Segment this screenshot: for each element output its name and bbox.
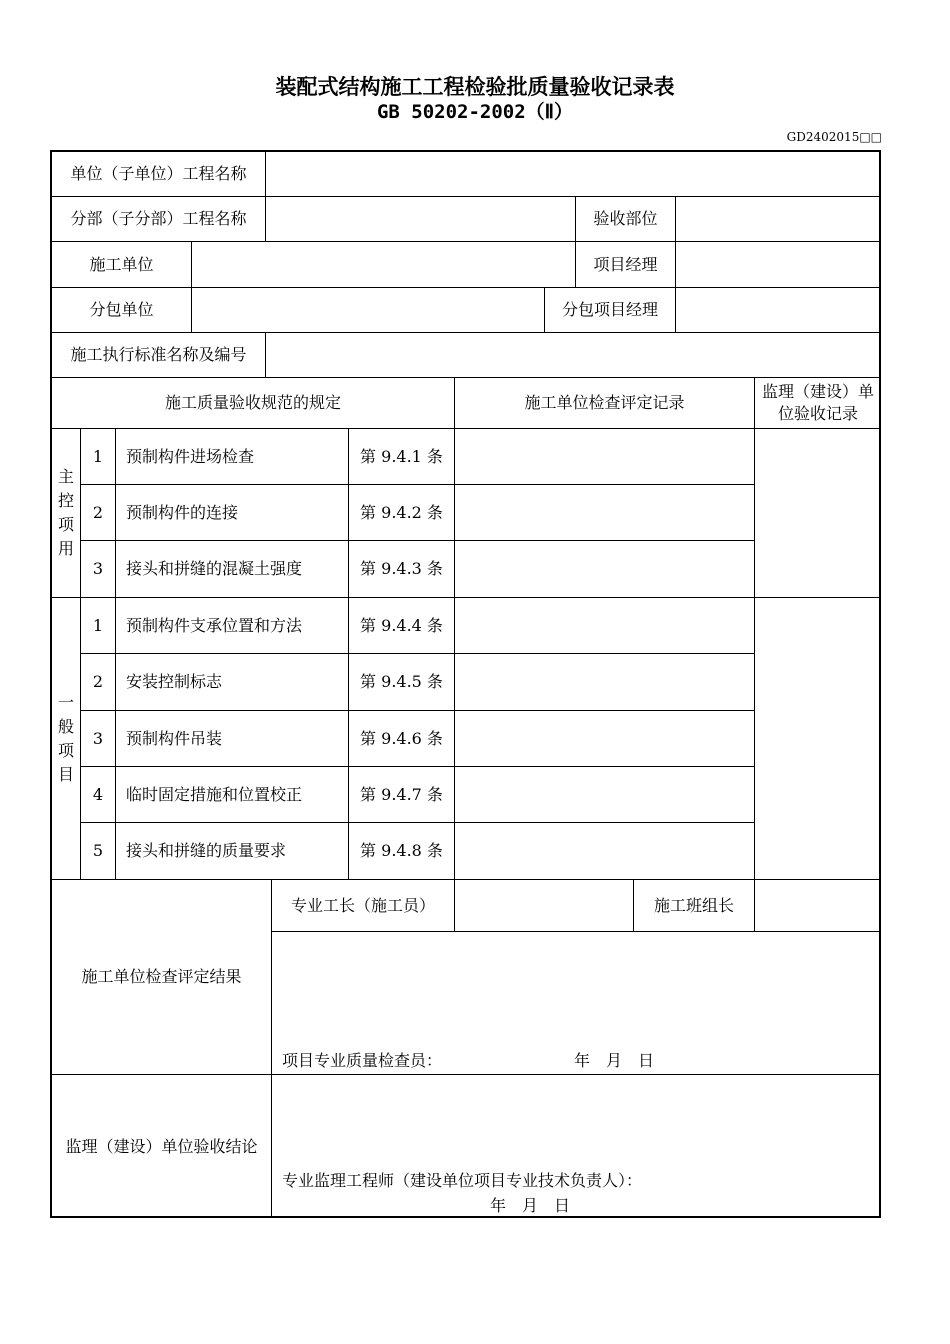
general-item-no: 4 — [81, 767, 116, 823]
general-item-clause: 第 9.4.7 条 — [349, 767, 455, 823]
main-group-supervision-field[interactable] — [755, 429, 881, 598]
general-item-record-field[interactable] — [455, 823, 755, 880]
subcontractor-field[interactable] — [192, 288, 545, 333]
general-item-clause: 第 9.4.4 条 — [349, 598, 455, 654]
general-item-name: 安装控制标志 — [116, 654, 349, 711]
sub-project-manager-field[interactable] — [676, 288, 881, 333]
general-group-supervision-field[interactable] — [755, 598, 881, 880]
unit-project-label: 单位（子单位）工程名称 — [52, 152, 266, 197]
standard-label: 施工执行标准名称及编号 — [52, 333, 266, 378]
main-item-clause: 第 9.4.2 条 — [349, 485, 455, 541]
project-manager-field[interactable] — [676, 242, 881, 288]
standard-field[interactable] — [266, 333, 881, 378]
general-item-record-field[interactable] — [455, 598, 755, 654]
main-item-no: 2 — [81, 485, 116, 541]
conclusion-label: 监理（建设）单位验收结论 — [52, 1075, 272, 1218]
general-item-no: 1 — [81, 598, 116, 654]
check-result-label: 施工单位检查评定结果 — [52, 880, 272, 1075]
main-item-no: 1 — [81, 429, 116, 485]
subcontractor-label: 分包单位 — [52, 288, 192, 333]
check-record-column-header: 施工单位检查评定记录 — [455, 378, 755, 429]
construction-unit-label: 施工单位 — [52, 242, 192, 288]
supervision-record-column-header: 监理（建设）单位验收记录 — [755, 378, 881, 429]
main-item-record-field[interactable] — [455, 541, 755, 598]
general-item-clause: 第 9.4.5 条 — [349, 654, 455, 711]
form-standard: GB 50202-2002（Ⅱ） — [376, 101, 574, 123]
general-item-clause: 第 9.4.6 条 — [349, 711, 455, 767]
general-group-label: 一 般 项 目 — [52, 598, 81, 880]
conclusion-field[interactable] — [272, 1075, 881, 1218]
foreman-label: 专业工长（施工员） — [272, 880, 455, 932]
general-item-name: 预制构件吊装 — [116, 711, 349, 767]
form-title: 装配式结构施工工程检验批质量验收记录表 — [275, 75, 675, 99]
acceptance-part-label: 验收部位 — [576, 197, 676, 242]
general-item-record-field[interactable] — [455, 711, 755, 767]
main-item-name: 接头和拼缝的混凝土强度 — [116, 541, 349, 598]
construction-unit-field[interactable] — [192, 242, 576, 288]
main-item-record-field[interactable] — [455, 485, 755, 541]
sub-project-manager-label: 分包项目经理 — [545, 288, 676, 333]
main-item-no: 3 — [81, 541, 116, 598]
project-manager-label: 项目经理 — [576, 242, 676, 288]
inspection-form — [50, 150, 881, 1218]
general-item-no: 3 — [81, 711, 116, 767]
general-item-no: 2 — [81, 654, 116, 711]
main-item-clause: 第 9.4.3 条 — [349, 541, 455, 598]
foreman-field[interactable] — [455, 880, 634, 932]
general-item-record-field[interactable] — [455, 767, 755, 823]
general-item-name: 临时固定措施和位置校正 — [116, 767, 349, 823]
general-item-name: 预制构件支承位置和方法 — [116, 598, 349, 654]
main-control-group-label: 主 控 项 用 — [52, 429, 81, 598]
team-leader-label: 施工班组长 — [634, 880, 755, 932]
team-leader-field[interactable] — [755, 880, 881, 932]
subdivision-label: 分部（子分部）工程名称 — [52, 197, 266, 242]
subdivision-field[interactable] — [266, 197, 576, 242]
main-item-record-field[interactable] — [455, 429, 755, 485]
acceptance-part-field[interactable] — [676, 197, 881, 242]
form-code: GD2402015□□ — [786, 130, 882, 144]
spec-column-header: 施工质量验收规范的规定 — [52, 378, 455, 429]
main-item-clause: 第 9.4.1 条 — [349, 429, 455, 485]
general-item-record-field[interactable] — [455, 654, 755, 711]
inspector-label: 项目专业质量检查员： — [282, 1051, 443, 1070]
main-item-name: 预制构件进场检查 — [116, 429, 349, 485]
inspector-date-label: 年 月 日 — [574, 1051, 655, 1070]
general-item-no: 5 — [81, 823, 116, 880]
general-item-clause: 第 9.4.8 条 — [349, 823, 455, 880]
supervising-engineer-label: 专业监理工程师（建设单位项目专业技术负责人）： — [282, 1171, 643, 1190]
conclusion-date-label: 年 月 日 — [490, 1196, 571, 1215]
general-item-name: 接头和拼缝的质量要求 — [116, 823, 349, 880]
main-item-name: 预制构件的连接 — [116, 485, 349, 541]
unit-project-field[interactable] — [266, 152, 881, 197]
